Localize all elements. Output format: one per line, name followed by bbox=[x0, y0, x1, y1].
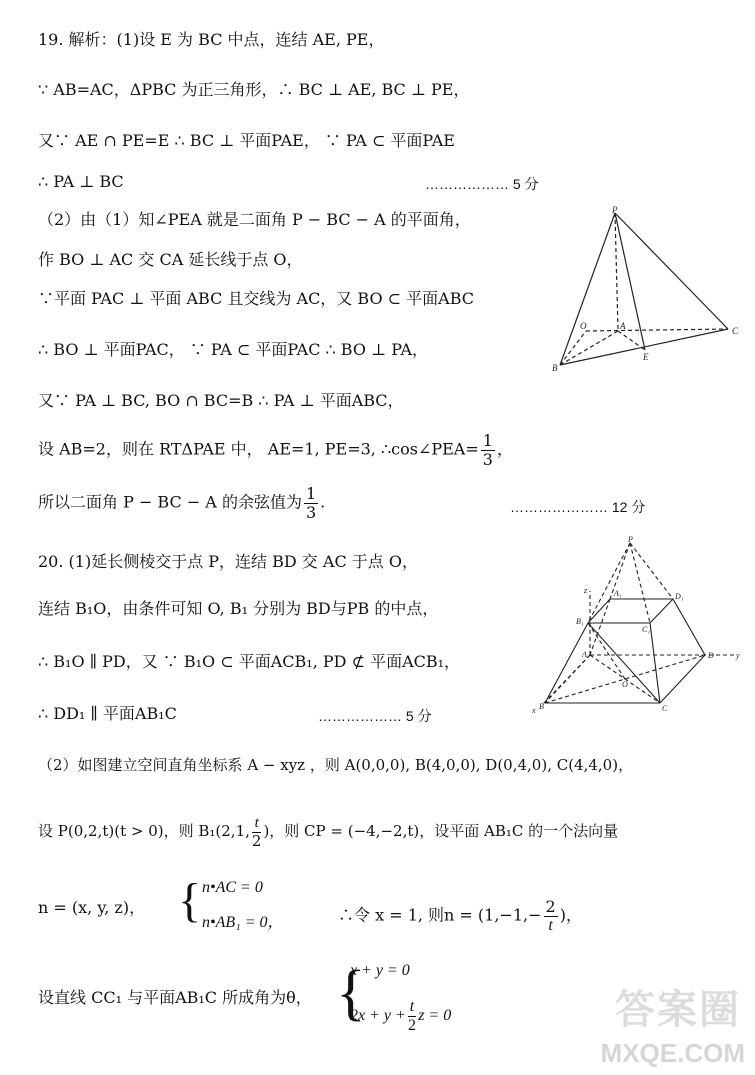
q19-line-7: ∵平面 PAC ⊥ 平面 ABC 且交线为 AC，又 BO ⊂ 平面ABC bbox=[38, 289, 474, 308]
seg-B1C bbox=[588, 623, 660, 703]
q20-line-4: ∴ DD₁ ∥ 平面AB₁C bbox=[38, 704, 177, 723]
q20-line-6: 设 P(0,2,t)(t > 0)，则 B₁(2,1, $\frac{t}{2}$ )，则 CP = (−4,−2,t)，设平面 AB₁C 的一个法向量 bbox=[38, 815, 619, 850]
fraction-one-third: $\frac{1}{3}$ bbox=[482, 431, 493, 469]
label-A2: A bbox=[582, 650, 587, 659]
label-A: A bbox=[620, 321, 626, 331]
q19-answer-text: 所以二面角 P − BC − A 的余弦值为 bbox=[38, 492, 302, 512]
edge-A1B1 bbox=[588, 599, 610, 623]
q20-line-3: ∴ B₁O ∥ PD，又 ∵ B₁O ⊂ 平面ACB₁, PD ⊄ 平面ACB₁， bbox=[38, 652, 461, 671]
label-E: E bbox=[643, 352, 649, 362]
edge-OC bbox=[586, 329, 728, 331]
equation-system-normal: { n•AC = 0 n•AB₁ = 0， bbox=[178, 874, 284, 931]
q20-line-8: 设直线 CC₁ 与平面AB₁C 所成角为θ， bbox=[38, 988, 312, 1007]
label-P2: P bbox=[628, 535, 633, 544]
label-C1: C₁ bbox=[642, 625, 651, 634]
watermark-url: MXQE.COM bbox=[600, 1038, 745, 1068]
seg-B1O bbox=[588, 623, 625, 679]
q19-cos-text: 设 AB=2，则在 RTΔPAE 中， AE=1, PE=3, ∴cos∠PEA= bbox=[38, 439, 479, 459]
label-C2: C bbox=[662, 704, 668, 713]
label-z: z bbox=[584, 586, 588, 595]
ext-PB1 bbox=[588, 543, 630, 623]
pyramid-figure bbox=[550, 205, 745, 375]
fraction-t-over-2: $\frac{t}{2}$ bbox=[251, 815, 262, 850]
q19-line-6: 作 BO ⊥ AC 交 CA 延长线于点 O， bbox=[38, 250, 303, 269]
label-O2: O bbox=[622, 680, 628, 689]
label-C: C bbox=[732, 326, 739, 336]
equation-system-theta: { x + y = 0 2x + y + $\frac{t}{2}$ z = 0 bbox=[336, 959, 452, 1034]
q19-line-2: ∵ AB=AC，ΔPBC 为正三角形，∴ BC ⊥ AE, BC ⊥ PE， bbox=[38, 80, 470, 99]
label-B: B bbox=[552, 363, 558, 373]
label-P: P bbox=[612, 205, 618, 215]
q20-line-7-right: ∴令 x = 1, 则n = (1,−1,− $\frac{2}{t}$ )， bbox=[338, 897, 582, 934]
label-B1: B₁ bbox=[576, 617, 584, 626]
edge-PB bbox=[560, 213, 615, 365]
q20-line-2: 连结 B₁O，由条件可知 O, B₁ 分别为 BD与PB 的中点， bbox=[38, 599, 439, 618]
label-x: x bbox=[532, 706, 536, 715]
q19-line-8: ∴ BO ⊥ 平面PAC， ∵ PA ⊂ 平面PAC ∴ BO ⊥ PA， bbox=[38, 340, 429, 359]
edge-PC bbox=[615, 213, 728, 329]
q19-line-1: 19. 解析：(1)设 E 为 BC 中点，连结 AE, PE， bbox=[38, 30, 385, 49]
q20-line-1: 20. (1)延长侧棱交于点 P，连结 BD 交 AC 于点 O， bbox=[38, 552, 418, 571]
left-brace-2: { bbox=[336, 959, 366, 1027]
label-D1: D₁ bbox=[675, 592, 684, 601]
q20-line-5: （2）如图建立空间直角坐标系 A − xyz ，则 A(0,0,0), B(4,0,0), D(0,4,0), C(4,4,0)， bbox=[38, 756, 634, 774]
edge-PA bbox=[615, 213, 618, 331]
q19-line-10: 设 AB=2，则在 RTΔPAE 中， AE=1, PE=3, ∴cos∠PEA= $\frac{1}{3}$ ， bbox=[38, 431, 513, 469]
frustum-figure bbox=[530, 533, 745, 718]
ext-PC1 bbox=[630, 543, 650, 623]
score-5-q20: ……………… 5 分 bbox=[318, 708, 432, 724]
fraction-answer: $\frac{1}{3}$ bbox=[305, 484, 317, 522]
q19-line-11: 所以二面角 P − BC − A 的余弦值为 $\frac{1}{3}$ . bbox=[38, 484, 326, 522]
label-y: y bbox=[736, 651, 740, 660]
edge-A1A bbox=[590, 599, 610, 655]
label-D2: D bbox=[708, 651, 714, 660]
score-12-q19: ………………… 12 分 bbox=[510, 499, 646, 515]
edge-BA bbox=[560, 331, 618, 365]
q20-line-7-left: n = (x, y, z)， bbox=[38, 898, 146, 917]
q19-line-9: 又∵ PA ⊥ BC, BO ∩ BC=B ∴ PA ⊥ 平面ABC， bbox=[38, 391, 404, 410]
q19-line-3: 又∵ AE ∩ PE=E ∴ BC ⊥ 平面PAE， ∵ PA ⊂ 平面PAE bbox=[38, 131, 455, 150]
diag-AC bbox=[590, 655, 660, 703]
edge-D1D bbox=[673, 599, 705, 655]
left-brace: { bbox=[178, 874, 202, 927]
label-A1: A₁ bbox=[614, 589, 622, 598]
edge-C1D1 bbox=[650, 599, 673, 623]
q19-line-4: ∴ PA ⊥ BC bbox=[38, 172, 124, 191]
label-B2: B bbox=[539, 702, 544, 711]
watermark-logo-text: 答案圈 bbox=[615, 987, 741, 1033]
q19-line-5: （2）由（1）知∠PEA 就是二面角 P − BC − A 的平面角， bbox=[38, 210, 471, 229]
label-O: O bbox=[580, 321, 587, 331]
fraction-2-over-t: $\frac{2}{t}$ bbox=[545, 897, 556, 934]
edge-B1B bbox=[545, 623, 588, 703]
score-5-q19: ……………… 5 分 bbox=[425, 176, 539, 192]
edge-C1C bbox=[650, 623, 660, 703]
